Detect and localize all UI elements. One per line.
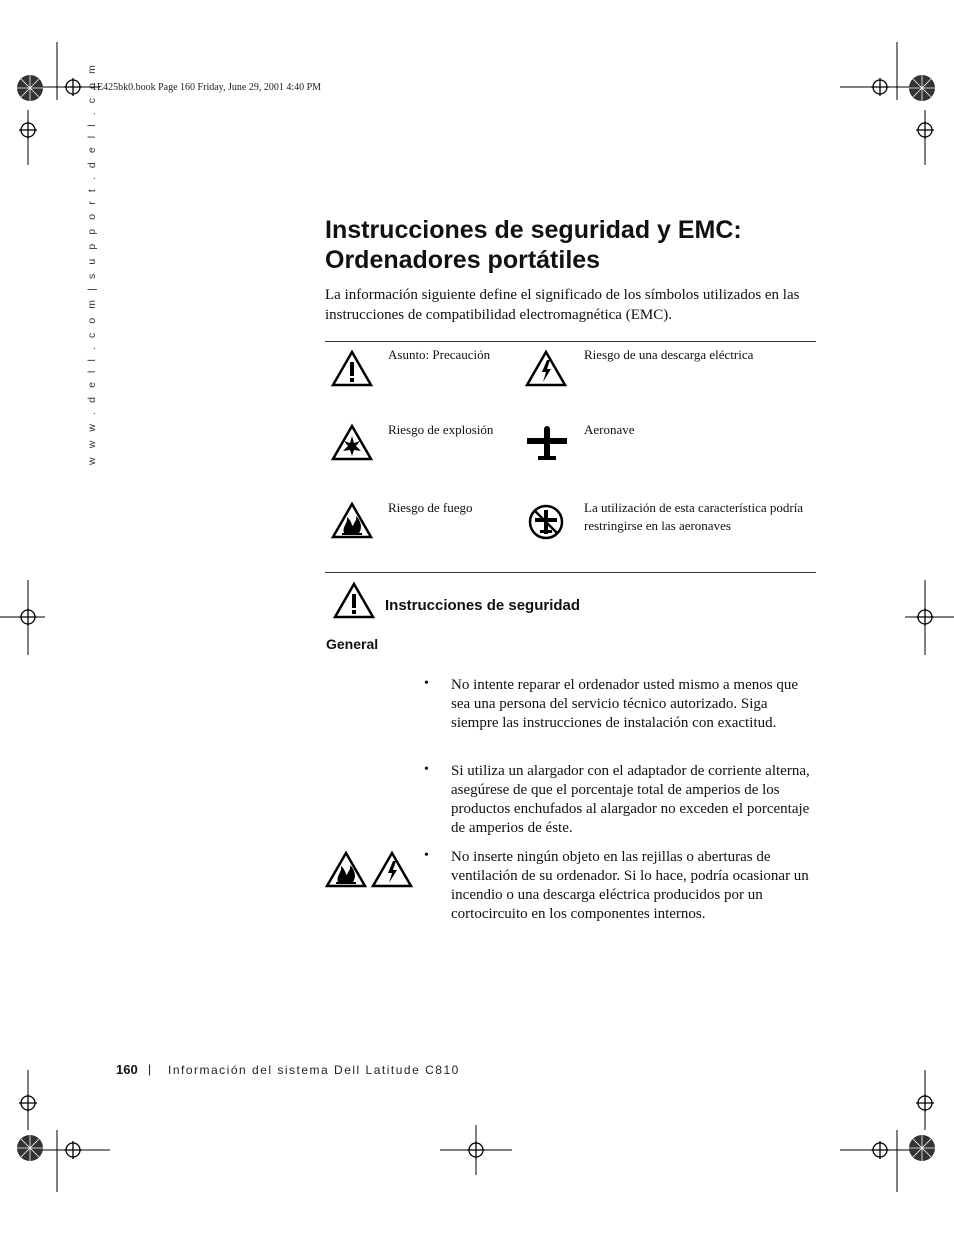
bullet-item: No inserte ningún objeto en las rejillas o aberturas de ventilación de su ordenador. Si lo hace, podría ocasionar un incendio o una descarga eléctrica producidos por un cortocircuito en los componentes internos. — [451, 849, 809, 922]
bullet-marker: • — [424, 762, 429, 777]
bullet-marker: • — [424, 848, 429, 863]
page-title: Instrucciones de seguridad y EMC: Ordenadores portátiles — [325, 216, 742, 274]
aircraft-icon — [527, 424, 567, 462]
symbol-label: Riesgo de explosión — [388, 422, 494, 437]
electric-shock-icon — [525, 350, 567, 387]
symbol-label: Riesgo de fuego — [388, 500, 473, 515]
symbol-label: Riesgo de una descarga eléctrica — [584, 347, 754, 362]
symbol-label: La utilización de esta característica podría restringirse en las aeronaves — [584, 500, 804, 533]
intro-paragraph: La información siguiente define el significado de los símbolos utilizados en las instrucciones de compatibilidad electromagnética (EMC). — [325, 287, 800, 323]
electric-shock-icon — [371, 851, 413, 888]
bullet-item: No intente reparar el ordenador usted mismo a menos que sea una persona del servicio técnico autorizado. Siga siempre las instrucciones de instalación con exactitud. — [451, 677, 798, 731]
fire-icon — [325, 851, 367, 888]
caution-triangle-icon — [333, 582, 375, 619]
general-heading: General — [326, 636, 379, 652]
bullet-marker: • — [424, 676, 429, 691]
page-number: 160 — [116, 1062, 138, 1077]
aircraft-restricted-icon — [527, 503, 565, 541]
safety-heading: Instrucciones de seguridad — [385, 597, 581, 614]
caution-triangle-icon — [331, 350, 373, 387]
footer-separator: | — [148, 1062, 152, 1076]
footer-text: Información del sistema Dell Latitude C810 — [168, 1063, 460, 1077]
symbol-label: Asunto: Precaución — [388, 347, 491, 362]
fire-icon — [331, 502, 373, 539]
table-top-rule — [325, 341, 816, 342]
side-url-text: w w w . d e l l . c o m | s u p p o r t . d e l l . c o m — [86, 62, 98, 465]
explosion-icon — [331, 424, 373, 461]
symbol-label: Aeronave — [584, 422, 635, 437]
table-bottom-rule — [325, 572, 816, 573]
file-info-slug: 1E425bk0.book Page 160 Friday, June 29, 2001 4:40 PM — [92, 82, 322, 93]
bullet-item: Si utiliza un alargador con el adaptador de corriente alterna, asegúrese de que el porcentaje total de amperios de los productos enchufados al alargador no exceden el porcentaje de amperios de éste. — [451, 763, 810, 836]
